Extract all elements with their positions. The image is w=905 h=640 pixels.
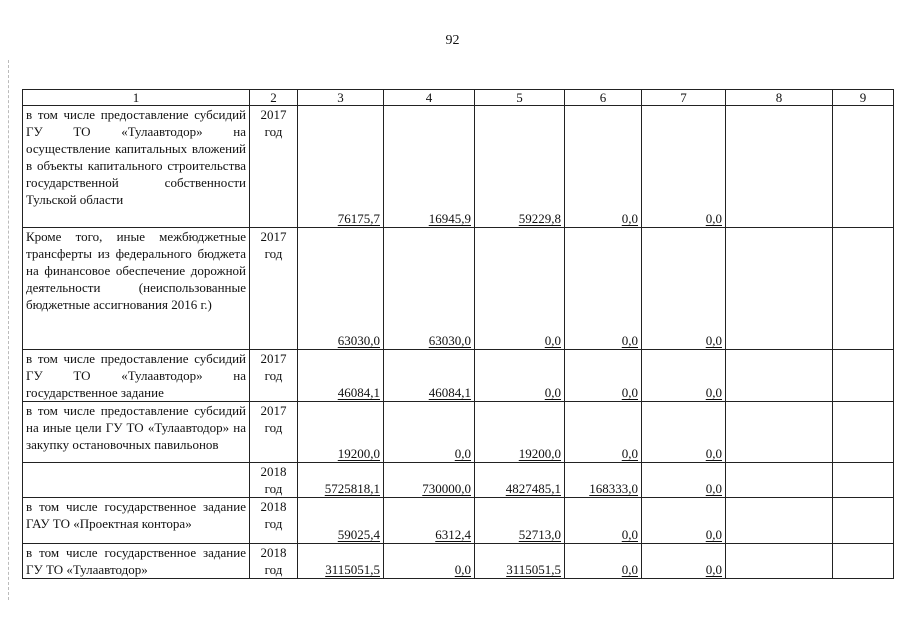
value-cell (726, 402, 833, 463)
value-cell (642, 228, 726, 350)
value-cell (726, 498, 833, 544)
column-header: 8 (726, 90, 833, 106)
value-cell (298, 402, 384, 463)
row-description: в том числе государственное задание ГАУ ТО «Проектная контора» (23, 498, 250, 544)
value-text: 0,0 (705, 527, 722, 542)
value-text: 168333,0 (589, 481, 638, 496)
value-cell (726, 463, 833, 498)
value-cell (833, 350, 894, 402)
value-cell (298, 498, 384, 544)
row-year: 2017 год (250, 106, 298, 228)
value-text: 0,0 (621, 333, 638, 348)
row-year: 2017 год (250, 228, 298, 350)
value-cell (475, 463, 565, 498)
value-text: 46084,1 (337, 385, 380, 400)
column-header: 9 (833, 90, 894, 106)
value-cell (298, 463, 384, 498)
value-cell (833, 402, 894, 463)
value-cell (384, 544, 475, 579)
column-header: 5 (475, 90, 565, 106)
value-cell (565, 350, 642, 402)
row-description: в том числе государственное задание ГУ ТО «Тулаавтодор» (23, 544, 250, 579)
value-cell (726, 106, 833, 228)
value-text: 59229,8 (518, 211, 561, 226)
table-row (23, 350, 894, 402)
value-text: 52713,0 (518, 527, 561, 542)
column-header: 1 (23, 90, 250, 106)
value-cell (833, 106, 894, 228)
value-text: 3115051,5 (506, 562, 561, 577)
value-text: 0,0 (705, 333, 722, 348)
value-text: 0,0 (705, 562, 722, 577)
value-text: 5725818,1 (324, 481, 380, 496)
value-cell (642, 402, 726, 463)
value-cell (565, 402, 642, 463)
row-year: 2017 год (250, 402, 298, 463)
value-text: 0,0 (621, 446, 638, 461)
value-cell (642, 350, 726, 402)
column-header: 6 (565, 90, 642, 106)
row-year: 2018 год (250, 544, 298, 579)
value-text: 0,0 (454, 446, 471, 461)
page-number: 92 (445, 33, 460, 48)
value-text: 0,0 (621, 211, 638, 226)
value-cell (384, 350, 475, 402)
row-description (23, 463, 250, 498)
value-text: 3115051,5 (325, 562, 380, 577)
column-header: 7 (642, 90, 726, 106)
table-row (23, 463, 894, 498)
value-text: 46084,1 (428, 385, 471, 400)
value-cell (298, 106, 384, 228)
table-row (23, 106, 894, 228)
value-text: 6312,4 (435, 527, 471, 542)
value-text: 19200,0 (518, 446, 561, 461)
value-cell (384, 402, 475, 463)
value-cell (833, 228, 894, 350)
value-text: 0,0 (544, 333, 561, 348)
value-cell (298, 350, 384, 402)
row-year: 2018 год (250, 498, 298, 544)
value-text: 0,0 (454, 562, 471, 577)
value-cell (726, 228, 833, 350)
value-text: 4827485,1 (505, 481, 561, 496)
value-cell (642, 544, 726, 579)
value-cell (384, 498, 475, 544)
row-description: в том числе предоставление субсидий ГУ ТО «Тулаавтодор» на осуществление капитальных вложений в объекты капитального строительства государственной собственности Тульской области (23, 106, 250, 228)
value-text: 63030,0 (428, 333, 471, 348)
value-cell (298, 228, 384, 350)
value-cell (565, 498, 642, 544)
row-year: 2018 год (250, 463, 298, 498)
value-cell (642, 498, 726, 544)
value-text: 19200,0 (337, 446, 380, 461)
value-text: 0,0 (705, 481, 722, 496)
value-cell (298, 544, 384, 579)
value-text: 0,0 (705, 211, 722, 226)
row-description: в том числе предоставление субсидий на иные цели ГУ ТО «Тулаавтодор» на закупку остановочных павильонов (23, 402, 250, 463)
value-text: 63030,0 (337, 333, 380, 348)
value-cell (833, 463, 894, 498)
value-cell (384, 463, 475, 498)
budget-table (22, 89, 894, 579)
table-row (23, 228, 894, 350)
value-text: 16945,9 (428, 211, 471, 226)
value-cell (726, 350, 833, 402)
table-row (23, 544, 894, 579)
row-year: 2017 год (250, 350, 298, 402)
value-cell (475, 402, 565, 463)
value-text: 0,0 (705, 446, 722, 461)
margin-rule (8, 60, 9, 600)
value-cell (565, 544, 642, 579)
value-text: 0,0 (621, 527, 638, 542)
row-description: Кроме того, иные межбюджетные трансферты из федерального бюджета на финансовое обеспечение дорожной деятельности (неиспользованные бюджетные ассигнования 2016 г.) (23, 228, 250, 350)
value-cell (565, 106, 642, 228)
value-cell (475, 498, 565, 544)
row-description: в том числе предоставление субсидий ГУ ТО «Тулаавтодор» на государственное задание (23, 350, 250, 402)
value-text: 76175,7 (337, 211, 380, 226)
value-cell (475, 228, 565, 350)
column-header: 2 (250, 90, 298, 106)
value-cell (475, 106, 565, 228)
value-text: 0,0 (705, 385, 722, 400)
column-header: 3 (298, 90, 384, 106)
column-header: 4 (384, 90, 475, 106)
value-text: 0,0 (544, 385, 561, 400)
value-cell (384, 228, 475, 350)
value-cell (833, 498, 894, 544)
value-cell (475, 544, 565, 579)
value-cell (642, 106, 726, 228)
value-cell (565, 463, 642, 498)
table-row (23, 402, 894, 463)
value-cell (565, 228, 642, 350)
value-cell (833, 544, 894, 579)
value-cell (384, 106, 475, 228)
value-cell (642, 463, 726, 498)
header-row (23, 90, 894, 106)
table-row (23, 498, 894, 544)
value-text: 0,0 (621, 562, 638, 577)
value-text: 0,0 (621, 385, 638, 400)
value-text: 59025,4 (337, 527, 380, 542)
value-cell (726, 544, 833, 579)
value-cell (475, 350, 565, 402)
value-text: 730000,0 (422, 481, 471, 496)
